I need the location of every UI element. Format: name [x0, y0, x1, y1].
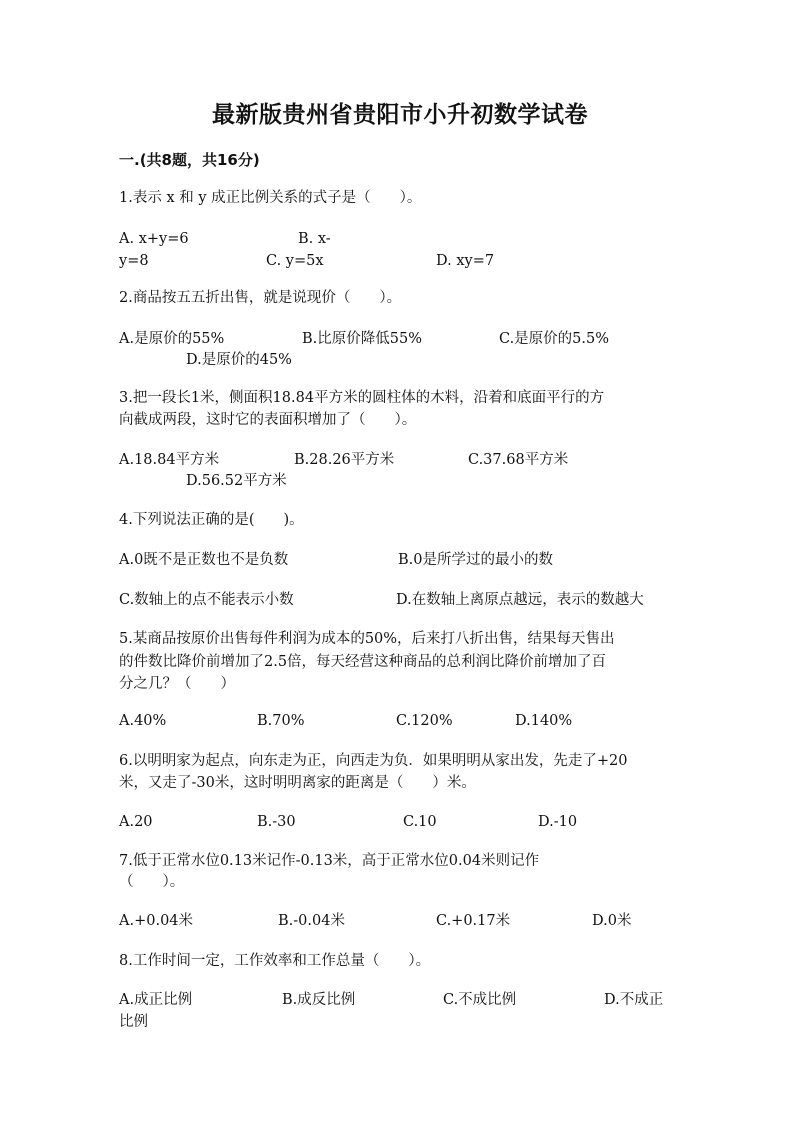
question-5-option-d: D.140%	[515, 713, 573, 729]
question-8-stem: 8.工作时间一定，工作效率和工作总量（ ）。	[119, 953, 431, 969]
question-7-option-d: D.0米	[592, 913, 632, 929]
question-8-option-b: B.成反比例	[282, 992, 356, 1008]
question-1-option-a: A. x+y=6	[119, 231, 189, 247]
question-2-stem: 2.商品按五五折出售，就是说现价（ ）。	[119, 290, 402, 306]
section-heading: 一.(共8题，共16分)	[119, 151, 260, 169]
question-8-option-d: D.不成正	[604, 992, 664, 1008]
question-5-stem-line-2: 的件数比降价前增加了2.5倍，每天经营这种商品的总利润比降价前增加了百	[119, 654, 607, 670]
question-5-option-c: C.120%	[396, 713, 453, 729]
page-title: 最新版贵州省贵阳市小升初数学试卷	[212, 102, 588, 128]
question-7-option-c: C.+0.17米	[436, 913, 511, 929]
question-3-option-a: A.18.84平方米	[119, 452, 220, 468]
question-1-option-c: C. y=5x	[266, 253, 324, 269]
question-4-option-b: B.0是所学过的最小的数	[398, 552, 553, 568]
question-4-option-d: D.在数轴上离原点越远，表示的数越大	[396, 592, 644, 608]
question-2-option-b: B.比原价降低55%	[302, 331, 422, 347]
question-3-option-d: D.56.52平方米	[186, 473, 287, 489]
question-3-option-c: C.37.68平方米	[468, 452, 569, 468]
question-1-option-b-continued: y=8	[119, 253, 149, 269]
question-4-option-a: A.0既不是正数也不是负数	[119, 552, 289, 568]
question-6-stem-line-1: 6.以明明家为起点，向东走为正，向西走为负．如果明明从家出发，先走了+20	[119, 753, 628, 769]
question-5-stem-line-3: 分之几？（ ）	[119, 676, 235, 692]
question-5-option-a: A.40%	[119, 713, 167, 729]
question-1-option-b: B. x-	[298, 231, 331, 247]
question-7-option-b: B.-0.04米	[278, 913, 345, 929]
question-6-option-a: A.20	[119, 814, 153, 830]
question-2-option-d: D.是原价的45%	[186, 352, 292, 368]
question-2-option-c: C.是原价的5.5%	[499, 331, 610, 347]
question-7-option-a: A.+0.04米	[119, 913, 194, 929]
question-6-option-c: C.10	[403, 814, 437, 830]
question-2-option-a: A.是原价的55%	[119, 331, 225, 347]
question-6-stem-line-2: 米，又走了-30米，这时明明离家的距离是（ ）米。	[119, 775, 476, 791]
question-5-stem-line-1: 5.某商品按原价出售每件利润为成本的50%，后来打八折出售，结果每天售出	[119, 631, 615, 647]
question-7-stem-line-2: （ ）。	[119, 874, 185, 890]
question-4-stem: 4.下列说法正确的是( )。	[119, 512, 304, 528]
question-6-option-b: B.-30	[257, 814, 296, 830]
question-4-option-c: C.数轴上的点不能表示小数	[119, 592, 294, 608]
question-8-option-d-continued: 比例	[119, 1014, 148, 1030]
question-8-option-a: A.成正比例	[119, 992, 193, 1008]
question-3-stem-line-2: 向截成两段，这时它的表面积增加了（ ）。	[119, 412, 417, 428]
question-5-option-b: B.70%	[257, 713, 305, 729]
question-3-option-b: B.28.26平方米	[294, 452, 395, 468]
question-7-stem-line-1: 7.低于正常水位0.13米记作-0.13米，高于正常水位0.04米则记作	[119, 853, 540, 869]
question-1-option-d: D. xy=7	[436, 253, 495, 269]
question-3-stem-line-1: 3.把一段长1米，侧面积18.84平方米的圆柱体的木料，沿着和底面平行的方	[119, 390, 605, 406]
question-6-option-d: D.-10	[538, 814, 578, 830]
question-8-option-c: C.不成比例	[443, 992, 517, 1008]
question-1-stem: 1.表示 x 和 y 成正比例关系的式子是（ ）。	[119, 190, 422, 206]
